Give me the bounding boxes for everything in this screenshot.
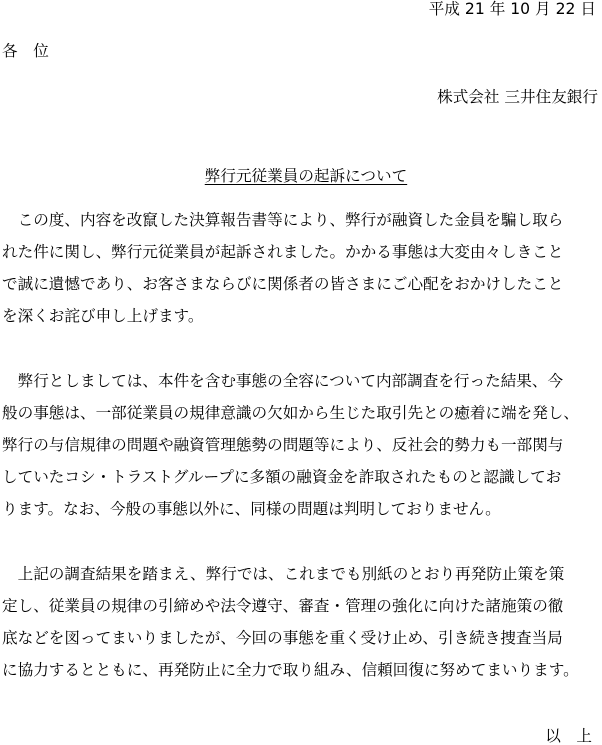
- paragraph-line: 定し、従業員の規律の引締めや法令遵守、審査・管理の強化に向けた諸施策の徹: [2, 597, 564, 615]
- paragraph-line: していたコシ・トラストグループに多額の融資金を詐取されたものと認識してお: [2, 468, 562, 486]
- paragraph-line: 底などを図ってまいりましたが、今回の事態を重く受け止め、引き続き捜査当局: [2, 629, 563, 647]
- paragraph-line: 上記の調査結果を踏まえ、弊行では、これまでも別紙のとおり再発防止策を策: [2, 565, 565, 583]
- document-title: 弊行元従業員の起訴について: [204, 166, 408, 185]
- paragraph-line: に協力するとともに、再発防止に全力で取り組み、信頼回復に努めてまいります。: [2, 661, 579, 679]
- paragraph-line: で誠に遺憾であり、お客さまならびに関係者の皆さまにご心配をおかけしたこと: [2, 275, 564, 293]
- paragraph-2: [2, 372, 600, 518]
- paragraph-line: 弊行の与信規律の問題や融資管理態勢の問題等により、反社会的勢力も一部関与: [2, 436, 564, 454]
- paragraph-line: 般の事態は、一部従業員の規律意識の欠如から生じた取引先との癒着に端を発し、: [2, 404, 579, 422]
- paragraph-3: [2, 565, 600, 679]
- closing-mark: 以 上: [545, 727, 592, 745]
- document-date: 平成 21 年 10 月 22 日: [428, 0, 596, 18]
- paragraph-line: 弊行としましては、本件を含む事態の全容について内部調査を行った結果、今: [2, 372, 564, 390]
- document-title-container: [0, 153, 602, 184]
- paragraph-line: を深くお詫び申し上げます。: [2, 307, 204, 325]
- sender-name: 株式会社 三井住友銀行: [437, 88, 598, 106]
- paragraph-line: ります。なお、今般の事態以外に、同様の問題は判明しておりません。: [2, 500, 501, 518]
- paragraph-line: この度、内容を改竄した決算報告書等により、弊行が融資した金員を騙し取ら: [2, 211, 564, 229]
- paragraph-1: [2, 211, 600, 325]
- paragraph-line: れた件に関し、弊行元従業員が起訴されました。かかる事態は大変由々しきこと: [2, 243, 564, 261]
- recipient-line: 各 位: [2, 42, 49, 60]
